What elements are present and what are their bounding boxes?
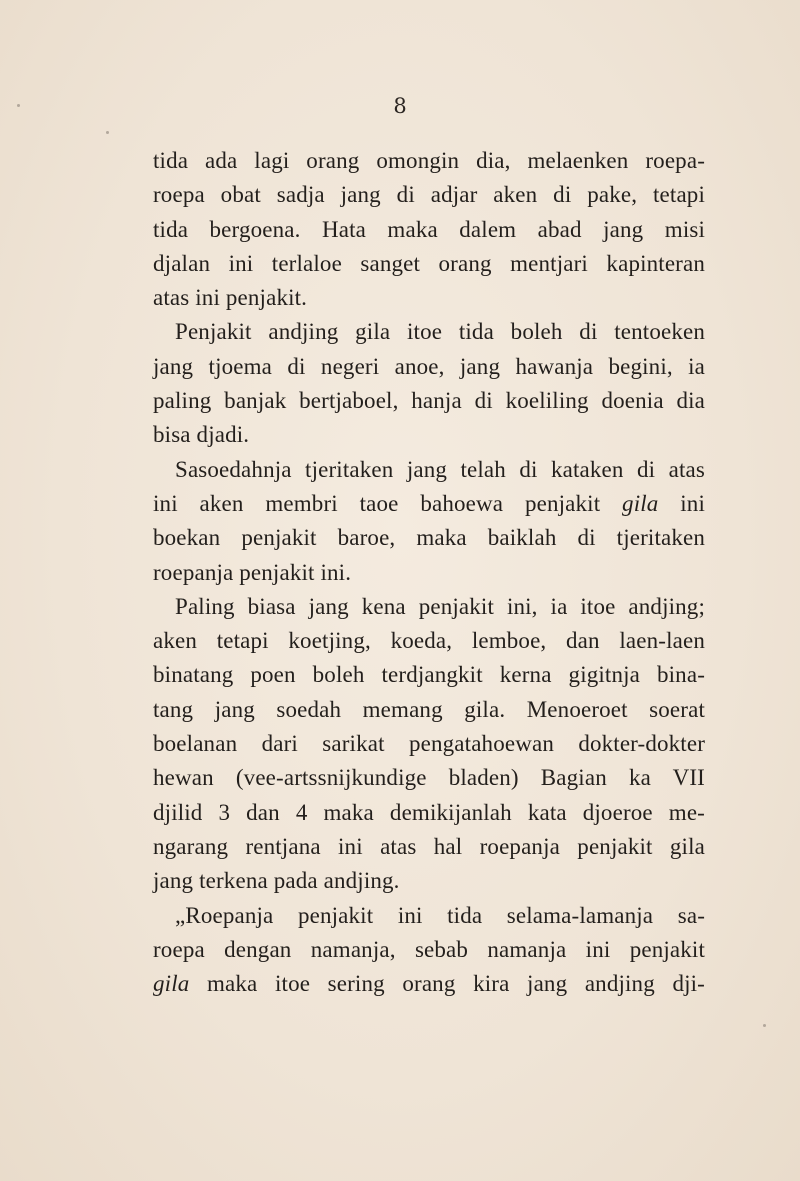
text-line: aken tetapi koetjing, koeda, lemboe, dan laen-laen <box>153 628 705 654</box>
text-line: ngarang rentjana ini atas hal roepanja penjakit gila <box>153 833 705 859</box>
text-line: boekan penjakit baroe, maka baiklah di tjeritaken <box>153 525 705 551</box>
text-line: gila maka itoe sering orang kira jang andjing dji- <box>153 971 705 997</box>
text-line: roepa obat sadja jang di adjar aken di pake, tetapi <box>153 182 705 208</box>
text-line: „Roepanja penjakit ini tida selama-lamanja sa- <box>175 902 705 928</box>
body-text <box>153 144 705 1001</box>
italic-word: gila <box>622 490 659 516</box>
text-line: hewan (vee-artssnijkundige bladen) Bagian ka VII <box>153 765 705 791</box>
page-number: 8 <box>393 94 407 118</box>
text-line: Penjakit andjing gila itoe tida boleh di tentoeken <box>175 319 705 345</box>
text-line: jang terkena pada andjing. <box>153 868 400 894</box>
text-line: tida bergoena. Hata maka dalem abad jang misi <box>153 216 705 242</box>
text-line: binatang poen boleh terdjangkit kerna gigitnja bina- <box>153 662 705 688</box>
text-line: ini aken membri taoe bahoewa penjakit gila ini <box>153 490 705 516</box>
paper-speck <box>763 1024 766 1027</box>
text-line: roepanja penjakit ini. <box>153 559 352 585</box>
text-line: paling banjak bertjaboel, hanja di koeliling doenia dia <box>153 388 705 414</box>
paper-speck <box>17 104 20 107</box>
text-line: djalan ini terlaloe sanget orang mentjari kapinteran <box>153 250 705 276</box>
text-line: atas ini penjakit. <box>153 285 308 311</box>
text-line: roepa dengan namanja, sebab namanja ini penjakit <box>153 936 705 962</box>
paper-speck <box>106 131 109 134</box>
italic-word: gila <box>153 971 190 997</box>
text-line: djilid 3 dan 4 maka demikijanlah kata djoeroe me- <box>153 799 705 825</box>
text-line: tang jang soedah memang gila. Menoeroet soerat <box>153 696 705 722</box>
text-line: tida ada lagi orang omongin dia, melaenken roepa- <box>153 148 705 173</box>
text-line: bisa djadi. <box>153 422 250 448</box>
text-line: boelanan dari sarikat pengatahoewan dokter-dokter <box>153 731 705 757</box>
text-line: jang tjoema di negeri anoe, jang hawanja begini, ia <box>153 353 705 379</box>
text-line: Sasoedahnja tjeritaken jang telah di kataken di atas <box>175 456 705 482</box>
text-line: Paling biasa jang kena penjakit ini, ia itoe andjing; <box>175 593 705 619</box>
